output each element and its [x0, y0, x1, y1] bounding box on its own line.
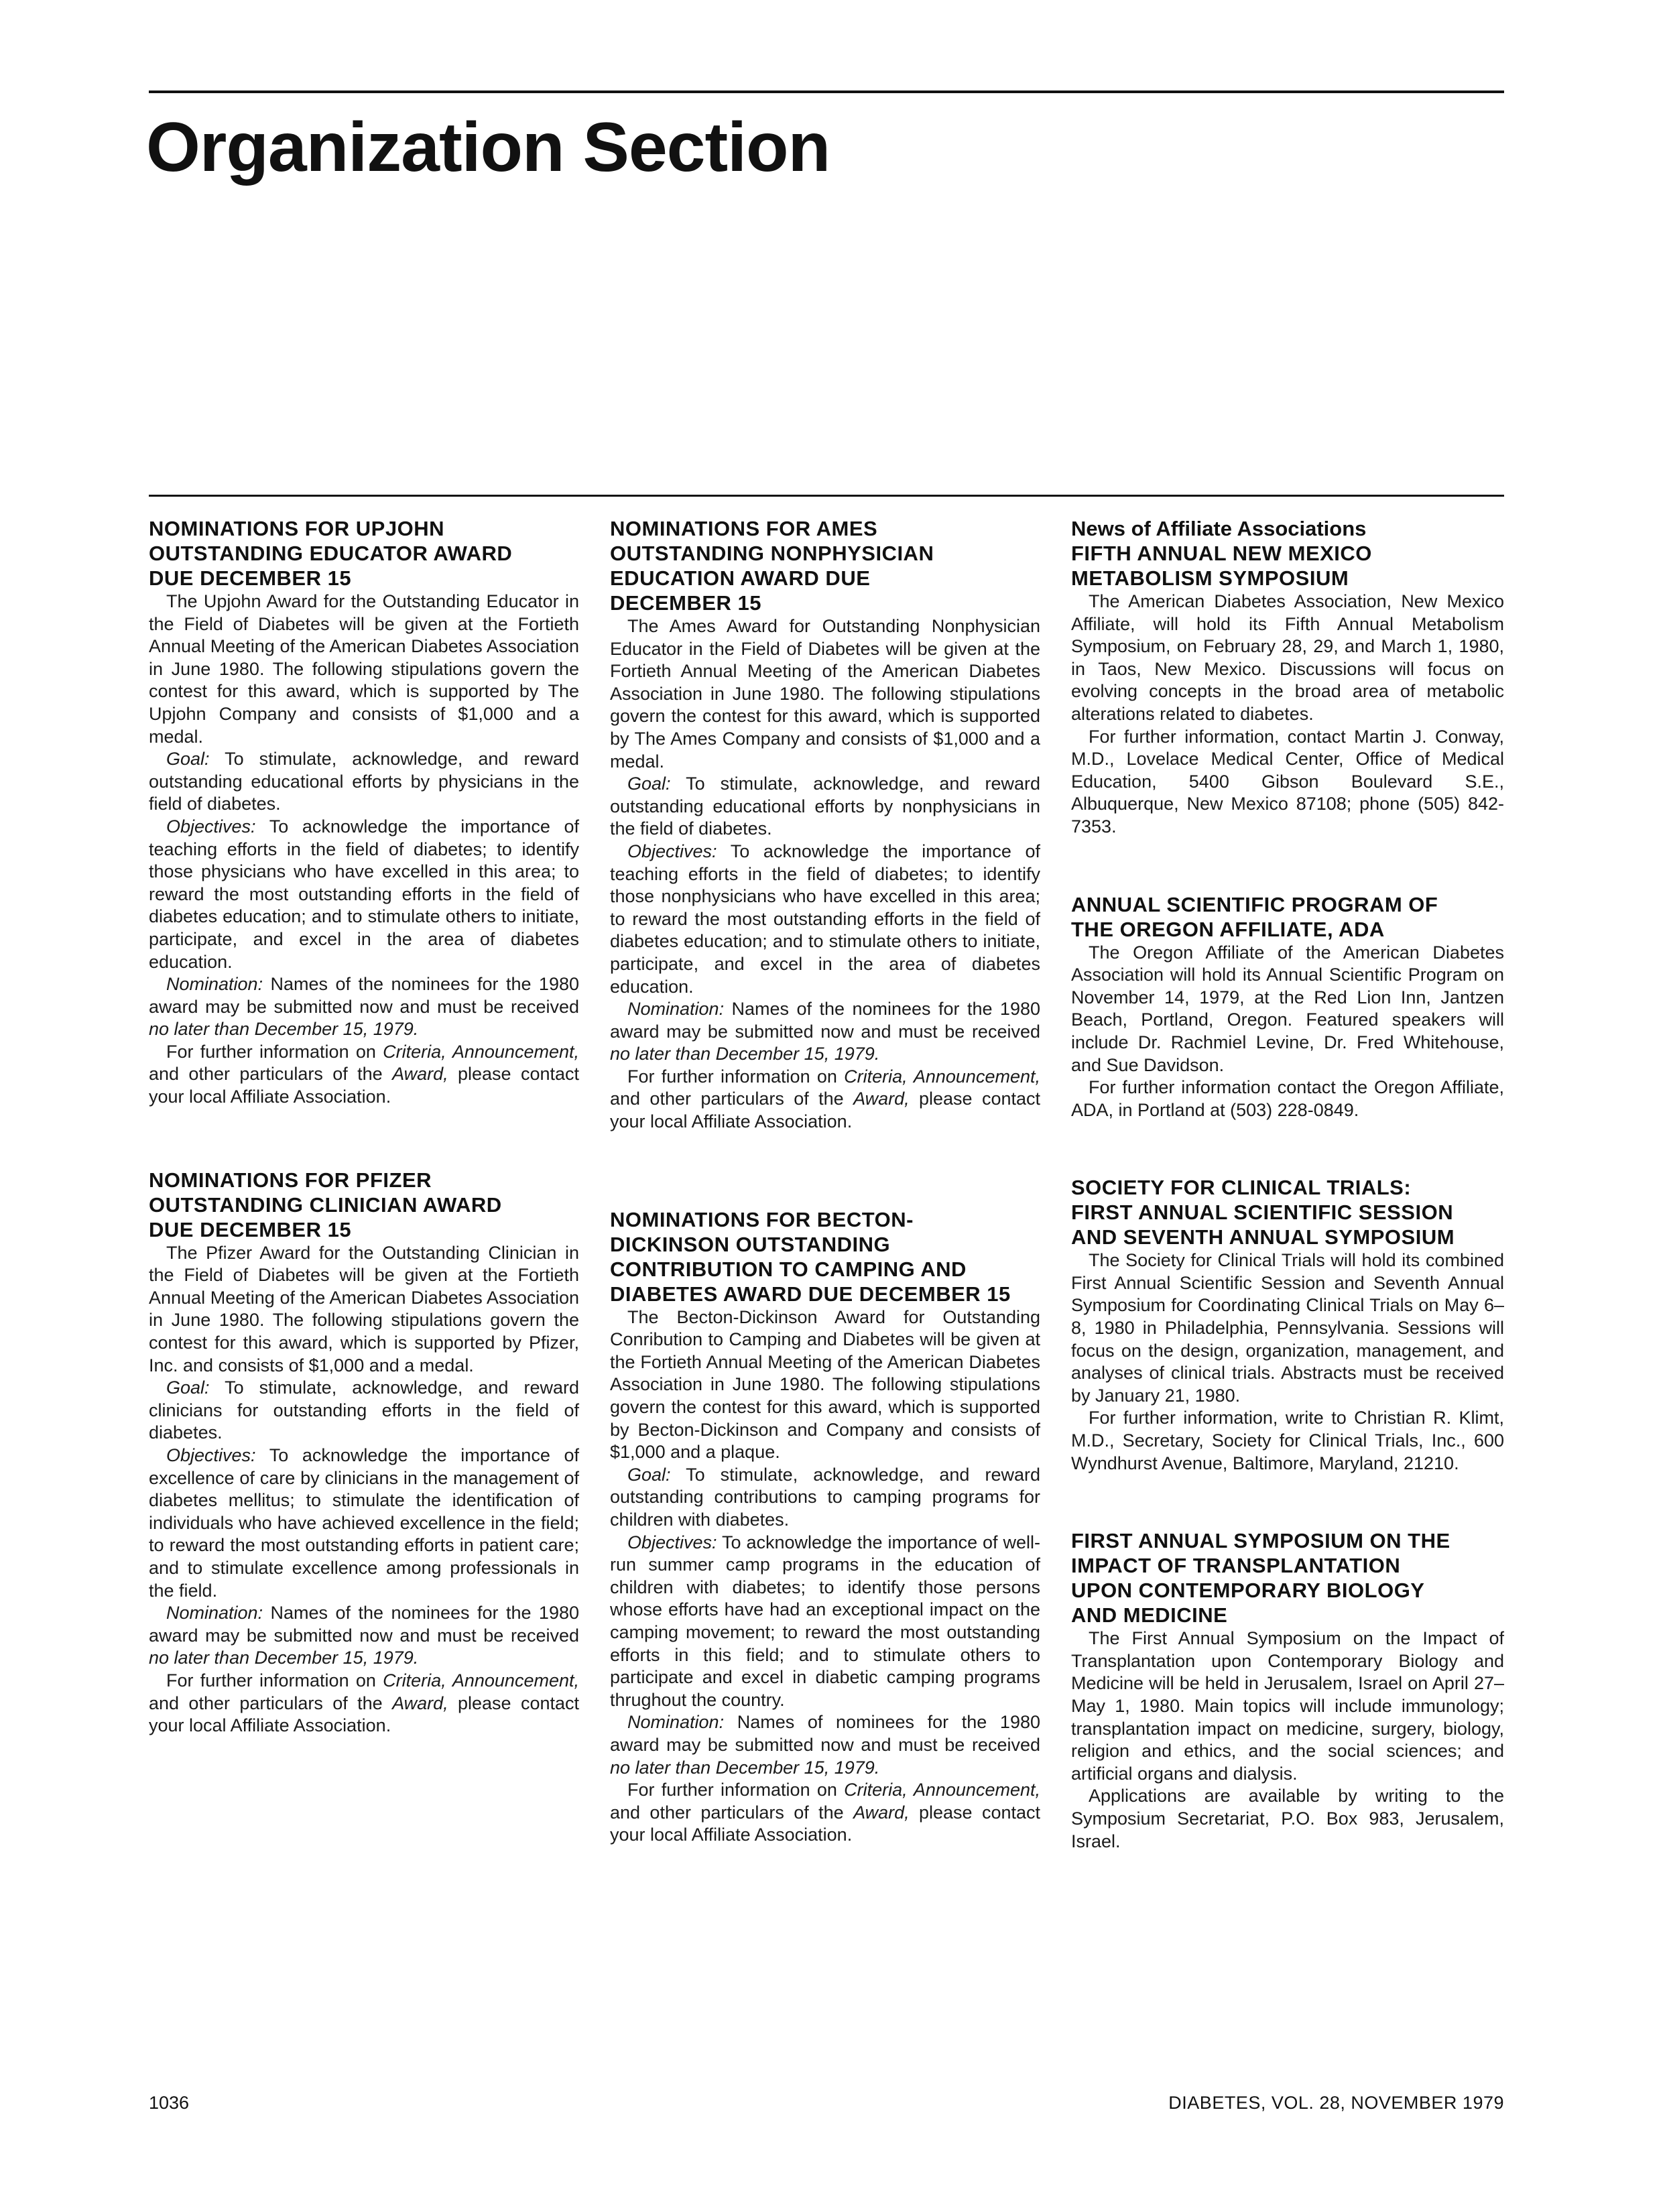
paragraph-text: The Becton-Dickinson Award for Outstanding Conribution to Camping and Diabetes will be given at the Fortieth Annual Meeting of the American Diabetes Association in June 1980. The following stipulations govern the contest for this award, which is supported by Becton-Dickinson and Company and consists of $1,000 and a plaque.	[610, 1306, 1040, 1463]
paragraph-emphasis: no later than December 15, 1979.	[149, 1648, 419, 1668]
paragraph-emphasis: Criteria, Announcement,	[383, 1041, 579, 1062]
article-paragraph	[610, 1066, 1040, 1133]
article-paragraph	[610, 1779, 1040, 1847]
paragraph-text: please contact your local Affiliate Association.	[149, 1693, 579, 1736]
paragraph-text: To stimulate, acknowledge, and reward clinicians for outstanding efforts in the field of diabetes.	[149, 1377, 579, 1443]
headline-line: UPON CONTEMPORARY BIOLOGY	[1071, 1579, 1425, 1603]
paragraph-text: and other particulars of the	[149, 1693, 393, 1713]
paragraph-emphasis: Award,	[853, 1089, 910, 1109]
article-paragraph	[1071, 1077, 1504, 1121]
paragraph-text: and other particulars of the	[610, 1089, 854, 1109]
headline-line: AND SEVENTH ANNUAL SYMPOSIUM	[1071, 1225, 1455, 1249]
paragraph-label: Goal:	[166, 749, 210, 770]
headline-line: DUE DECEMBER 15	[149, 1217, 352, 1241]
article-headline	[149, 516, 579, 591]
headline-line: DECEMBER 15	[610, 591, 761, 615]
paragraph-label: Objectives:	[627, 1532, 717, 1552]
paragraph-text: For further information contact the Oregon Affiliate, ADA, in Portland at (503) 228-0849.	[1071, 1077, 1504, 1120]
section-kicker: News of Affiliate Associations	[1071, 517, 1367, 540]
article	[149, 1168, 579, 1737]
paragraph-text: To acknowledge the importance of well-run summer camp programs in the education of children with diabetes; to identify those persons whose efforts have had an exceptional impact on the camping movement; to reward the most outstanding efforts in this field; and to stimulate others to participate and excel in diabetic camping programs thrughout the country.	[610, 1532, 1040, 1710]
column-3	[1071, 516, 1504, 1853]
paragraph-text: and other particulars of the	[610, 1802, 854, 1823]
article-paragraph	[610, 615, 1040, 773]
article-paragraph	[610, 841, 1040, 998]
paragraph-text: Names of nominees for the 1980 award may be submitted now and must be received	[610, 1712, 1040, 1755]
headline-line: ANNUAL SCIENTIFIC PROGRAM OF	[1071, 892, 1438, 916]
paragraph-label: Goal:	[627, 774, 671, 794]
headline-line: DUE DECEMBER 15	[149, 566, 352, 590]
paragraph-text: Names of the nominees for the 1980 award may be submitted now and must be received	[610, 999, 1040, 1042]
paragraph-text: For further information on	[627, 1780, 845, 1800]
paragraph-text: To stimulate, acknowledge, and reward outstanding educational efforts by physicians in the field of diabetes.	[149, 749, 579, 814]
article-paragraph	[149, 1242, 579, 1377]
paragraph-text: Names of the nominees for the 1980 award may be submitted now and must be received	[149, 974, 579, 1017]
page-number: 1036	[149, 2093, 190, 2113]
article-paragraph	[610, 1532, 1040, 1712]
paragraph-text: please contact your local Affiliate Association.	[149, 1064, 579, 1107]
article	[610, 516, 1040, 1133]
article-headline	[1071, 541, 1504, 591]
headline-line: OUTSTANDING CLINICIAN AWARD	[149, 1192, 502, 1217]
paragraph-emphasis: no later than December 15, 1979.	[610, 1757, 880, 1778]
paragraph-emphasis: no later than December 15, 1979.	[149, 1019, 419, 1040]
paragraph-emphasis: Award,	[853, 1802, 910, 1823]
paragraph-text: The Oregon Affiliate of the American Diabetes Association will hold its Annual Scientific Program on November 14, 1979, at the Red Lion Inn, Jantzen Beach, Portland, Oregon. Featured speakers will include Dr. Rachmiel Levine, Dr. Fred Whitehouse, and Sue Davidson.	[1071, 942, 1504, 1075]
article	[1071, 1175, 1504, 1475]
paragraph-text: To acknowledge the importance of teaching efforts in the field of diabetes; to identify those nonphysicians who have excelled in this area; to reward the most outstanding efforts in the field of diabetes education; and to stimulate others to initiate, participate, and excel in the area of diabetes education.	[610, 841, 1040, 997]
article-paragraph	[610, 773, 1040, 841]
headline-line: EDUCATION AWARD DUE	[610, 566, 871, 590]
article-headline	[149, 1168, 579, 1242]
paragraph-emphasis: no later than December 15, 1979.	[610, 1044, 880, 1064]
paragraph-text: To acknowledge the importance of excellence of care by clinicians in the management of diabetes mellitus; to stimulate the identification of individuals who have achieved excellence in the field; to reward the most outstanding efforts in patient care; and to stimulate excellence among professionals in the field.	[149, 1445, 579, 1601]
paragraph-text: The Ames Award for Outstanding Nonphysician Educator in the Field of Diabetes will be given at the Fortieth Annual Meeting of the American Diabetes Association in June 1980. The following stipulations govern the contest for this award, which is supported by The Ames Company and consists of $1,000 and a medal.	[610, 616, 1040, 772]
article-paragraph	[149, 1670, 579, 1737]
article	[1071, 892, 1504, 1122]
paragraph-text: For further information on	[166, 1670, 383, 1691]
headline-line: SOCIETY FOR CLINICAL TRIALS:	[1071, 1176, 1412, 1200]
paragraph-text: and other particulars of the	[149, 1064, 393, 1085]
article-paragraph	[1071, 1785, 1504, 1853]
article-paragraph	[610, 1306, 1040, 1464]
headline-line: FIFTH ANNUAL NEW MEXICO	[1071, 542, 1372, 565]
paragraph-emphasis: Criteria, Announcement,	[844, 1066, 1040, 1087]
paragraph-text: The Upjohn Award for the Outstanding Educator in the Field of Diabetes will be given at the Fortieth Annual Meeting of the American Diabetes Association in June 1980. The following stipulations govern the contest for this award, which is supported by The Upjohn Company and consists of $1,000 and a medal.	[149, 591, 579, 747]
headline-line: FIRST ANNUAL SYMPOSIUM ON THE	[1071, 1529, 1450, 1553]
paragraph-emphasis: Award,	[392, 1693, 448, 1713]
article-paragraph	[1071, 942, 1504, 1077]
column-2	[610, 516, 1040, 1847]
article-paragraph	[149, 1602, 579, 1670]
article-paragraph	[1071, 1627, 1504, 1785]
article-headline	[1071, 1528, 1504, 1627]
article-paragraph	[610, 1464, 1040, 1532]
headline-line: THE OREGON AFFILIATE, ADA	[1071, 917, 1385, 941]
article-paragraph	[149, 1445, 579, 1602]
paragraph-text: please contact your local Affiliate Association.	[610, 1802, 1040, 1845]
article-paragraph	[149, 748, 579, 816]
article-headline	[1071, 1175, 1504, 1249]
paragraph-label: Nomination:	[627, 999, 725, 1020]
article-headline	[610, 1207, 1040, 1306]
paragraph-text: The Pfizer Award for the Outstanding Clinician in the Field of Diabetes will be given at the Fortieth Annual Meeting of the American Diabetes Association in June 1980. The following stipulations govern the contest for this award, which is supported by Pfizer, Inc. and consists of $1,000 and a medal.	[149, 1242, 579, 1375]
article-paragraph	[1071, 726, 1504, 839]
paragraph-text: To acknowledge the importance of teaching efforts in the field of diabetes; to identify those physicians who have excelled in this area; to reward the most outstanding efforts in the field of diabetes education; and to stimulate others to initiate, participate, and excel in the area of diabetes education.	[149, 816, 579, 972]
article	[1071, 516, 1504, 839]
page-title: Organization Section	[146, 109, 830, 186]
paragraph-label: Goal:	[166, 1377, 210, 1398]
paragraph-text: Names of the nominees for the 1980 award may be submitted now and must be received	[149, 1603, 579, 1646]
journal-citation: DIABETES, VOL. 28, NOVEMBER 1979	[1168, 2093, 1504, 2113]
article	[149, 516, 579, 1109]
headline-line: DICKINSON OUTSTANDING	[610, 1232, 891, 1256]
paragraph-emphasis: Criteria, Announcement,	[844, 1780, 1040, 1800]
section-rule	[149, 495, 1504, 497]
headline-line: AND MEDICINE	[1071, 1603, 1228, 1627]
paragraph-text: For further information, contact Martin J. Conway, M.D., Lovelace Medical Center, Office of Medical Education, 5400 Gibson Boulevard S.E., Albuquerque, New Mexico 87108; phone (505) 842-7353.	[1071, 726, 1504, 837]
article	[610, 1207, 1040, 1847]
paragraph-emphasis: Criteria, Announcement,	[383, 1670, 579, 1691]
paragraph-text: The American Diabetes Association, New Mexico Affiliate, will hold its Fifth Annual Metabolism Symposium, on February 28, 29, and March 1, 1980, in Taos, New Mexico. Discussions will focus on evolving concepts in the broad area of metabolic alterations related to diabetes.	[1071, 591, 1504, 724]
headline-line: FIRST ANNUAL SCIENTIFIC SESSION	[1071, 1201, 1454, 1225]
paragraph-label: Goal:	[627, 1464, 671, 1485]
article-paragraph	[1071, 1407, 1504, 1475]
headline-line: OUTSTANDING NONPHYSICIAN	[610, 542, 934, 565]
column-1	[149, 516, 579, 1737]
article-paragraph	[610, 998, 1040, 1066]
article-paragraph	[149, 1377, 579, 1445]
headline-line: NOMINATIONS FOR UPJOHN	[149, 517, 444, 540]
paragraph-text: For further information, write to Christian R. Klimt, M.D., Secretary, Society for Clinical Trials, Inc., 600 Wyndhurst Avenue, Baltimore, Maryland, 21210.	[1071, 1408, 1504, 1473]
headline-line: DIABETES AWARD DUE DECEMBER 15	[610, 1282, 1011, 1306]
article-paragraph	[1071, 1249, 1504, 1407]
paragraph-label: Nomination:	[166, 1603, 263, 1623]
paragraph-text: Applications are available by writing to the Symposium Secretariat, P.O. Box 983, Jerusalem, Israel.	[1071, 1786, 1504, 1851]
paragraph-text: please contact your local Affiliate Association.	[610, 1089, 1040, 1132]
paragraph-label: Objectives:	[166, 816, 256, 837]
headline-line: METABOLISM SYMPOSIUM	[1071, 566, 1349, 590]
article-headline	[610, 516, 1040, 615]
top-rule	[149, 90, 1504, 93]
paragraph-label: Objectives:	[166, 1445, 256, 1465]
paragraph-label: Objectives:	[627, 841, 717, 861]
headline-line: OUTSTANDING EDUCATOR AWARD	[149, 542, 513, 565]
headline-line: NOMINATIONS FOR AMES	[610, 517, 878, 540]
article-paragraph	[610, 1711, 1040, 1779]
headline-line: CONTRIBUTION TO CAMPING AND	[610, 1257, 967, 1281]
headline-line: NOMINATIONS FOR BECTON-	[610, 1207, 914, 1231]
paragraph-text: For further information on	[627, 1066, 845, 1087]
paragraph-label: Nomination:	[627, 1712, 725, 1733]
paragraph-text: The Society for Clinical Trials will hold its combined First Annual Scientific Session and Seventh Annual Symposium for Coordinating Clinical Trials on May 6–8, 1980 in Philadelphia, Pennsylvania. Sessions will focus on the design, organization, management, and analyses of clinical trials. Abstracts must be received by January 21, 1980.	[1071, 1250, 1504, 1406]
article-paragraph	[149, 973, 579, 1041]
headline-line: IMPACT OF TRANSPLANTATION	[1071, 1554, 1401, 1578]
paragraph-text: To stimulate, acknowledge, and reward outstanding educational efforts by nonphysicians in the field of diabetes.	[610, 774, 1040, 839]
paragraph-text: To stimulate, acknowledge, and reward outstanding contributions to camping programs for children with diabetes.	[610, 1464, 1040, 1530]
article-paragraph	[149, 591, 579, 748]
paragraph-text: The First Annual Symposium on the Impact of Transplantation upon Contemporary Biology and Medicine will be held in Jerusalem, Israel on April 27–May 1, 1980. Main topics will include immunology; transplantation impact on medicine, surgery, biology, religion and ethics, and the social sciences; and artificial organs and dialysis.	[1071, 1628, 1504, 1784]
article-paragraph	[1071, 591, 1504, 726]
article-paragraph	[149, 816, 579, 973]
article-headline	[1071, 892, 1504, 942]
article	[1071, 1528, 1504, 1853]
headline-line: NOMINATIONS FOR PFIZER	[149, 1168, 432, 1192]
paragraph-label: Nomination:	[166, 974, 263, 995]
paragraph-text: For further information on	[166, 1041, 383, 1062]
article-paragraph	[149, 1041, 579, 1109]
paragraph-emphasis: Award,	[392, 1064, 448, 1085]
